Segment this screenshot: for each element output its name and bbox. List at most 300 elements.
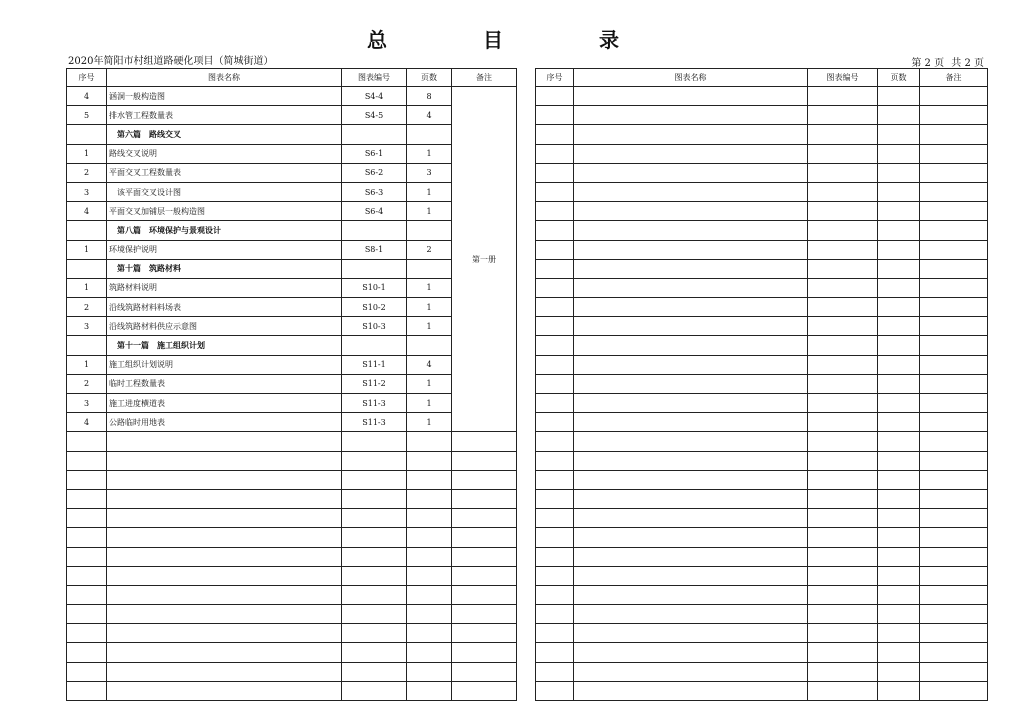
row-no [536, 566, 574, 585]
row-pages [878, 547, 920, 566]
row-no [536, 202, 574, 221]
row-pages [878, 413, 920, 432]
row-pages: 1 [407, 182, 452, 201]
table-row [67, 432, 517, 451]
row-no [536, 125, 574, 144]
row-name [574, 662, 808, 681]
table-row [67, 451, 517, 470]
row-code [808, 163, 878, 182]
row-no [536, 585, 574, 604]
row-no [536, 87, 574, 106]
row-no [67, 336, 107, 355]
row-no [67, 624, 107, 643]
row-no [536, 317, 574, 336]
table-row [67, 605, 517, 624]
row-code: S6-3 [342, 182, 407, 201]
row-code [808, 106, 878, 125]
row-no [536, 182, 574, 201]
row-no [536, 605, 574, 624]
header-remark: 备注 [452, 69, 517, 87]
table-row [67, 643, 517, 662]
row-code [808, 182, 878, 201]
row-pages [407, 662, 452, 681]
row-name [574, 202, 808, 221]
row-name [574, 528, 808, 547]
row-pages [878, 432, 920, 451]
row-name [107, 528, 342, 547]
row-code [808, 125, 878, 144]
header-name: 图表名称 [574, 69, 808, 87]
row-remark [920, 202, 988, 221]
header-remark: 备注 [920, 69, 988, 87]
row-remark [920, 662, 988, 681]
table-row [536, 221, 988, 240]
row-name [107, 470, 342, 489]
row-remark [920, 432, 988, 451]
row-pages: 1 [407, 317, 452, 336]
row-code: S10-3 [342, 317, 407, 336]
row-code [808, 489, 878, 508]
row-name: 筑路材料说明 [107, 278, 342, 297]
row-pages [407, 585, 452, 604]
row-code [342, 470, 407, 489]
row-name: 该平面交叉设计图 [107, 182, 342, 201]
table-row [536, 585, 988, 604]
table-row [536, 298, 988, 317]
table-row [536, 643, 988, 662]
table-row [67, 624, 517, 643]
row-no: 2 [67, 374, 107, 393]
table-row [67, 374, 517, 393]
row-pages [407, 259, 452, 278]
row-remark [920, 489, 988, 508]
row-pages: 8 [407, 87, 452, 106]
table-row [536, 605, 988, 624]
row-code [342, 643, 407, 662]
toc-table-left [66, 68, 517, 701]
row-remark [920, 278, 988, 297]
table-row [536, 144, 988, 163]
row-remark [920, 221, 988, 240]
row-name [574, 221, 808, 240]
row-name [107, 432, 342, 451]
row-pages [407, 509, 452, 528]
row-code [342, 566, 407, 585]
row-name [574, 163, 808, 182]
row-name: 环境保护说明 [107, 240, 342, 259]
row-code [808, 585, 878, 604]
table-row [536, 202, 988, 221]
row-name [107, 605, 342, 624]
row-pages [407, 489, 452, 508]
row-remark [452, 585, 517, 604]
row-pages [878, 240, 920, 259]
row-code [808, 413, 878, 432]
table-row [67, 182, 517, 201]
table-row [536, 240, 988, 259]
row-code [808, 278, 878, 297]
header-code: 图表编号 [808, 69, 878, 87]
row-name [107, 489, 342, 508]
row-pages [407, 624, 452, 643]
row-pages [407, 451, 452, 470]
row-code [808, 355, 878, 374]
row-code [808, 221, 878, 240]
page-title: 总 目 录 [367, 28, 657, 52]
row-code [808, 432, 878, 451]
row-code [342, 624, 407, 643]
row-code: S4-5 [342, 106, 407, 125]
row-pages [407, 432, 452, 451]
table-row [536, 278, 988, 297]
row-no [536, 278, 574, 297]
row-remark [920, 259, 988, 278]
table-row [536, 394, 988, 413]
row-remark [452, 662, 517, 681]
row-no [536, 451, 574, 470]
table-row [67, 87, 517, 106]
table-row [67, 585, 517, 604]
row-pages [407, 336, 452, 355]
row-no [536, 470, 574, 489]
row-code: S11-3 [342, 413, 407, 432]
row-name [574, 624, 808, 643]
table-row [67, 336, 517, 355]
row-name [574, 87, 808, 106]
row-no: 1 [67, 355, 107, 374]
row-no: 1 [67, 278, 107, 297]
row-name [574, 643, 808, 662]
row-name: 公路临时用地表 [107, 413, 342, 432]
row-name [574, 585, 808, 604]
row-pages: 1 [407, 144, 452, 163]
row-no: 3 [67, 317, 107, 336]
row-pages [878, 298, 920, 317]
row-pages: 1 [407, 394, 452, 413]
row-code [808, 374, 878, 393]
row-pages: 2 [407, 240, 452, 259]
row-no [536, 624, 574, 643]
row-pages [878, 374, 920, 393]
table-row [67, 221, 517, 240]
row-remark [452, 470, 517, 489]
row-name [107, 624, 342, 643]
row-remark [920, 605, 988, 624]
row-pages [878, 317, 920, 336]
row-pages [878, 585, 920, 604]
table-row [67, 394, 517, 413]
row-code [808, 451, 878, 470]
row-code [342, 662, 407, 681]
row-remark [920, 182, 988, 201]
row-name: 涵洞一般构造图 [107, 87, 342, 106]
row-name: 临时工程数量表 [107, 374, 342, 393]
header-pages: 页数 [878, 69, 920, 87]
table-row [536, 413, 988, 432]
table-row [67, 470, 517, 489]
row-pages: 3 [407, 163, 452, 182]
row-code: S11-1 [342, 355, 407, 374]
row-pages [878, 259, 920, 278]
row-pages [878, 605, 920, 624]
row-remark [920, 336, 988, 355]
page-total: 共 2 页 [951, 58, 984, 69]
row-code: S11-3 [342, 394, 407, 413]
row-no: 1 [67, 240, 107, 259]
row-name: 施工进度横道表 [107, 394, 342, 413]
table-row [536, 374, 988, 393]
row-remark [452, 509, 517, 528]
row-name [107, 681, 342, 700]
row-no [536, 259, 574, 278]
row-code [808, 605, 878, 624]
row-name [574, 413, 808, 432]
row-code [808, 566, 878, 585]
row-no [536, 240, 574, 259]
table-row [67, 547, 517, 566]
header-pages: 页数 [407, 69, 452, 87]
remark-cell: 第一册 [452, 87, 517, 432]
table-row [67, 662, 517, 681]
row-no [536, 394, 574, 413]
row-pages [407, 643, 452, 662]
row-code [808, 317, 878, 336]
row-no [67, 489, 107, 508]
row-pages [878, 163, 920, 182]
row-name [574, 144, 808, 163]
section-title: 第十一篇 施工组织计划 [107, 336, 342, 355]
row-remark [920, 547, 988, 566]
row-name [574, 355, 808, 374]
row-code [342, 605, 407, 624]
row-name [574, 566, 808, 585]
table-row [67, 509, 517, 528]
row-name [574, 605, 808, 624]
row-no: 2 [67, 163, 107, 182]
row-remark [452, 566, 517, 585]
row-code [808, 528, 878, 547]
row-remark [452, 528, 517, 547]
row-code [808, 336, 878, 355]
row-pages [878, 470, 920, 489]
row-pages [878, 566, 920, 585]
table-row [67, 259, 517, 278]
row-pages [878, 278, 920, 297]
row-pages [407, 605, 452, 624]
row-no: 3 [67, 182, 107, 201]
row-no: 2 [67, 298, 107, 317]
row-remark [452, 451, 517, 470]
row-pages [407, 470, 452, 489]
row-no [536, 528, 574, 547]
row-remark [452, 624, 517, 643]
table-row [536, 182, 988, 201]
table-row [67, 681, 517, 700]
row-no [536, 643, 574, 662]
row-pages [407, 547, 452, 566]
row-code [808, 87, 878, 106]
table-row [536, 87, 988, 106]
row-no [536, 298, 574, 317]
row-remark [452, 489, 517, 508]
row-name: 沿线筑路材料料场表 [107, 298, 342, 317]
row-name [574, 106, 808, 125]
row-name [574, 374, 808, 393]
row-pages [878, 489, 920, 508]
row-pages [878, 336, 920, 355]
row-name [574, 298, 808, 317]
row-pages: 1 [407, 374, 452, 393]
row-pages [878, 144, 920, 163]
row-pages [878, 106, 920, 125]
row-code [808, 624, 878, 643]
row-remark [920, 298, 988, 317]
row-name: 排水管工程数量表 [107, 106, 342, 125]
row-code: S10-1 [342, 278, 407, 297]
row-name [107, 566, 342, 585]
row-name [574, 278, 808, 297]
header-no: 序号 [536, 69, 574, 87]
row-no [536, 221, 574, 240]
row-code [808, 259, 878, 278]
row-name: 平面交叉工程数量表 [107, 163, 342, 182]
row-no [536, 413, 574, 432]
row-name [574, 125, 808, 144]
row-no [536, 662, 574, 681]
row-no [67, 547, 107, 566]
row-code [342, 432, 407, 451]
table-row [536, 624, 988, 643]
row-code: S11-2 [342, 374, 407, 393]
row-remark [920, 413, 988, 432]
row-remark [452, 681, 517, 700]
page-info [907, 54, 984, 69]
row-pages [878, 643, 920, 662]
row-remark [920, 566, 988, 585]
row-code: S6-1 [342, 144, 407, 163]
row-code [342, 259, 407, 278]
row-code [808, 144, 878, 163]
row-no [536, 163, 574, 182]
row-name [574, 394, 808, 413]
table-row [67, 106, 517, 125]
row-no [67, 566, 107, 585]
row-code [808, 643, 878, 662]
row-pages [878, 182, 920, 201]
row-name [107, 643, 342, 662]
row-code [808, 202, 878, 221]
table-row [536, 681, 988, 700]
row-no: 4 [67, 87, 107, 106]
row-no [67, 509, 107, 528]
table-row [536, 547, 988, 566]
row-remark [920, 394, 988, 413]
row-remark [920, 87, 988, 106]
row-no [536, 374, 574, 393]
row-pages [878, 451, 920, 470]
row-no: 4 [67, 413, 107, 432]
row-pages [878, 125, 920, 144]
table-row [67, 528, 517, 547]
section-title: 第六篇 路线交叉 [107, 125, 342, 144]
row-code [808, 298, 878, 317]
row-pages: 1 [407, 202, 452, 221]
row-no [67, 125, 107, 144]
row-no [67, 259, 107, 278]
section-title: 第八篇 环境保护与景观设计 [107, 221, 342, 240]
row-name: 路线交叉说明 [107, 144, 342, 163]
row-code [342, 221, 407, 240]
row-pages [878, 662, 920, 681]
row-code [342, 451, 407, 470]
row-code [342, 125, 407, 144]
row-pages [878, 624, 920, 643]
row-no [67, 643, 107, 662]
header-no: 序号 [67, 69, 107, 87]
row-name [574, 489, 808, 508]
row-pages [878, 509, 920, 528]
table-row [67, 144, 517, 163]
row-name [107, 451, 342, 470]
row-no [536, 547, 574, 566]
table-row [536, 566, 988, 585]
row-remark [920, 163, 988, 182]
row-no [536, 144, 574, 163]
table-row [67, 566, 517, 585]
row-remark [920, 240, 988, 259]
page-current: 第 2 页 [911, 58, 945, 69]
row-name [574, 182, 808, 201]
row-code [342, 509, 407, 528]
row-code [342, 585, 407, 604]
table-row [536, 470, 988, 489]
table-row [536, 106, 988, 125]
table-row [67, 240, 517, 259]
row-pages: 4 [407, 106, 452, 125]
toc-table-right [535, 68, 988, 701]
row-pages [878, 681, 920, 700]
row-code: S6-4 [342, 202, 407, 221]
row-remark [920, 643, 988, 662]
table-row [536, 125, 988, 144]
row-name [574, 336, 808, 355]
row-code [808, 509, 878, 528]
row-remark [452, 643, 517, 662]
row-code [808, 547, 878, 566]
table-row [536, 163, 988, 182]
row-remark [452, 605, 517, 624]
table-row [67, 355, 517, 374]
row-code [342, 681, 407, 700]
row-no [536, 489, 574, 508]
table-row [67, 125, 517, 144]
row-code: S6-2 [342, 163, 407, 182]
row-no [536, 106, 574, 125]
row-code [342, 528, 407, 547]
table-row [67, 489, 517, 508]
row-name [574, 451, 808, 470]
row-remark [920, 451, 988, 470]
row-name [574, 432, 808, 451]
row-pages [407, 681, 452, 700]
row-no [67, 432, 107, 451]
row-no [67, 605, 107, 624]
row-name: 平面交叉加铺层一般构造图 [107, 202, 342, 221]
row-code: S8-1 [342, 240, 407, 259]
row-remark [920, 125, 988, 144]
table-row [67, 317, 517, 336]
row-remark [920, 317, 988, 336]
